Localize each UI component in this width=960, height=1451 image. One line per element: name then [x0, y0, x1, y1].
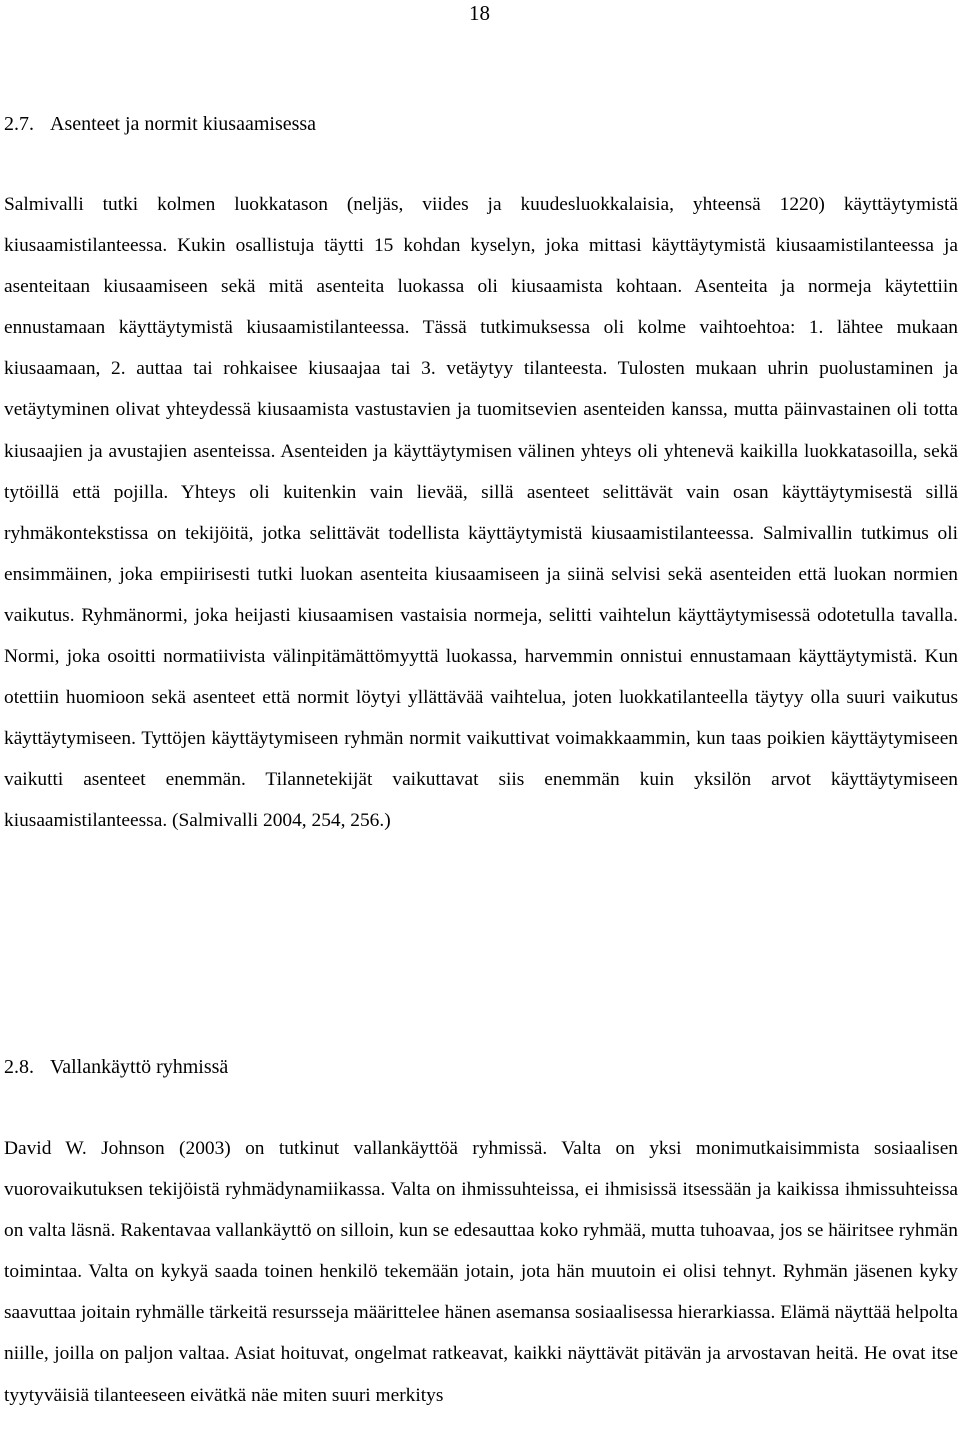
- section-heading: [4, 1054, 228, 1080]
- section-paragraph: David W. Johnson (2003) on tutkinut vallankäyttöä ryhmissä. Valta on yksi monimutkaisimmista sosiaalisen vuorovaikutuksen tekijöistä ryhmädynamiikassa. Valta on ihmissuhteissa, ei ihmisissä itsessään ja kaikissa ihmissuhteissa on valta läsnä. Rakentavaa vallankäyttö on silloin, kun se edesauttaa koko ryhmää, mutta tuhoavaa, jos se häiritsee ryhmän toimintaa. Valta on kykyä saada toinen henkilö tekemään jotain, jota hän muutoin ei olisi tehnyt. Ryhmän jäsenen kyky saavuttaa joitain ryhmälle tärkeitä resursseja määrittelee hänen asemansa sosiaalisessa hierarkiassa. Elämä näyttää helpolta niille, joilla on paljon valtaa. Asiat hoituvat, ongelmat ratkeavat, kaikki näyttävät pitävän ja arvostavan heitä. He ovat itse tyytyväisiä tilanteeseen eivätkä näe miten suuri merkitys: [4, 1138, 958, 1406]
- section-title: Asenteet ja normit kiusaamisessa: [50, 113, 317, 135]
- section-number: 2.7.: [4, 113, 34, 135]
- section-number: 2.8.: [4, 1056, 34, 1078]
- section-paragraph: Salmivalli tutki kolmen luokkatason (neljäs, viides ja kuudesluokkalaisia, yhteensä 1220) käyttäytymistä kiusaamistilanteessa. Kukin osallistuja täytti 15 kohdan kyselyn, joka mittasi käyttäytymistä kiusaamistilanteessa ja asenteitaan kiusaamiseen sekä mitä asenteita luokassa oli kiusaamista kohtaan. Asenteita ja normeja käytettiin ennustamaan käyttäytymistä kiusaamistilanteessa. Tässä tutkimuksessa oli kolme vaihtoehtoa: 1. lähtee mukaan kiusaamaan, 2. auttaa tai rohkaisee kiusaajaa tai 3. vetäytyy tilanteesta. Tulosten mukaan uhrin puolustaminen ja vetäytyminen olivat yhteydessä kiusaamista vastustavien ja tuomitsevien asenteiden kanssa, mutta päinvastainen oli totta kiusaajien ja avustajien asenteissa. Asenteiden ja käyttäytymisen välinen yhteys oli yhtenevä kaikilla luokkatasoilla, sekä tytöillä että pojilla. Yhteys oli kuitenkin vain lievää, sillä asenteet selittävät vain osan käyttäytymisestä sillä ryhmäkontekstissa on tekijöitä, jotka selittävät todellista käyttäytymistä kiusaamistilanteessa. Salmivallin tutkimus oli ensimmäinen, joka empiirisesti tutki luokan asenteita kiusaamiseen ja siinä selvisi sekä asenteiden että luokan normien vaikutus. Ryhmänormi, joka heijasti kiusaamisen vastaisia normeja, selitti vaihtelun käyttäytymisessä odotetulla tavalla. Normi, joka osoitti normatiivista välinpitämättömyyttä luokassa, harvemmin onnistui ennustamaan käyttäytymistä. Kun otettiin huomioon sekä asenteet että normit löytyi yllättävää vaihtelua, joten luokkatilanteella täytyy olla suuri vaikutus käyttäytymiseen. Tyttöjen käyttäytymiseen ryhmän normit vaikuttivat voimakkaammin, kun taas poikien käyttäytymiseen vaikutti asenteet enemmän. Tilannetekijät vaikuttavat siis enemmän kuin yksilön arvot käyttäytymiseen kiusaamistilanteessa. (Salmivalli 2004, 254, 256.): [4, 194, 958, 832]
- page-number: 18: [469, 1, 490, 25]
- section-heading: [4, 111, 316, 137]
- section-title: Vallankäyttö ryhmissä: [50, 1056, 229, 1078]
